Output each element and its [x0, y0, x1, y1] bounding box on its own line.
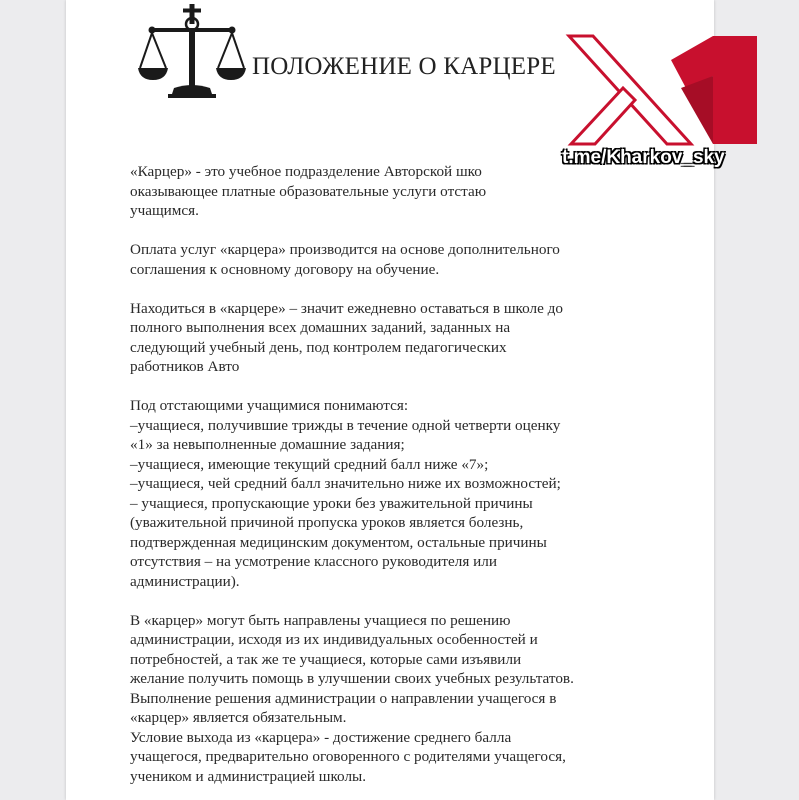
- text-line: работников Авто: [130, 358, 240, 375]
- text-line: учеником и администрацией школы.: [130, 767, 367, 785]
- text-line: В «карцер» могут быть направлены учащиеся по решению: [130, 611, 511, 629]
- text-line: подтвержденная медицинским документом, остальные причины: [130, 533, 547, 551]
- paragraph: [130, 611, 690, 787]
- text-line: Условие выхода из «карцера» - достижение среднего балла: [130, 728, 512, 746]
- text-line: «Карцер» - это учебное подразделение Авторской шко: [130, 163, 482, 180]
- text-line: соглашения к основному договору на обучение.: [130, 260, 440, 278]
- text-line: полного выполнения всех домашних заданий, заданных на: [130, 319, 511, 336]
- text-line: учащегося, предварительно оговоренного с родителями учащегося,: [130, 748, 566, 765]
- text-line: следующий учебный день, под контролем педагогических: [130, 338, 507, 356]
- text-line: администрации).: [130, 572, 240, 590]
- document-body: [130, 162, 690, 786]
- text-line: –учащиеся, чей средний балл значительно ниже их возможностей;: [130, 475, 561, 492]
- paragraph: [130, 240, 690, 279]
- paragraph: [130, 396, 690, 591]
- x1-logo-icon: [563, 32, 761, 150]
- text-line: потребностей, а так же те учащиеся, которые сами изъявили: [130, 650, 522, 668]
- channel-handle: t.me/Kharkov_sky: [562, 147, 725, 168]
- text-line: –учащиеся, имеющие текущий средний балл ниже «7»;: [130, 455, 489, 473]
- text-line: Под отстающими учащимися понимаются:: [130, 397, 409, 414]
- redaction-blur: [252, 356, 382, 384]
- text-line: (уважительной причиной пропуска уроков является болезнь,: [130, 514, 524, 531]
- text-line: «1» за невыполненные домашние задания;: [130, 436, 405, 453]
- text-line: отсутствия – на усмотрение классного руководителя или: [130, 553, 497, 570]
- text-line: Выполнение решения администрации о направлении учащегося в: [130, 689, 557, 707]
- text-line: учащимся.: [130, 202, 199, 219]
- paragraph: [130, 299, 690, 377]
- text-line: Оплата услуг «карцера» производится на основе дополнительного: [130, 241, 560, 258]
- text-line: желание получить помощь в улучшении своих учебных результатов.: [130, 670, 574, 687]
- text-line: Находиться в «карцере» – значит ежедневно оставаться в школе до: [130, 299, 563, 317]
- text-line: – учащиеся, пропускающие уроки без уважительной причины: [130, 494, 533, 512]
- document-title: ПОЛОЖЕНИЕ О КАРЦЕРЕ: [252, 53, 556, 80]
- text-line: оказывающее платные образовательные услуги отстаю: [130, 182, 487, 200]
- text-line: –учащиеся, получившие трижды в течение одной четверти оценку: [130, 416, 561, 434]
- scales-of-justice-icon: [138, 2, 246, 102]
- text-line: «карцер» является обязательным.: [130, 709, 347, 726]
- text-line: администрации, исходя из их индивидуальных особенностей и: [130, 631, 538, 648]
